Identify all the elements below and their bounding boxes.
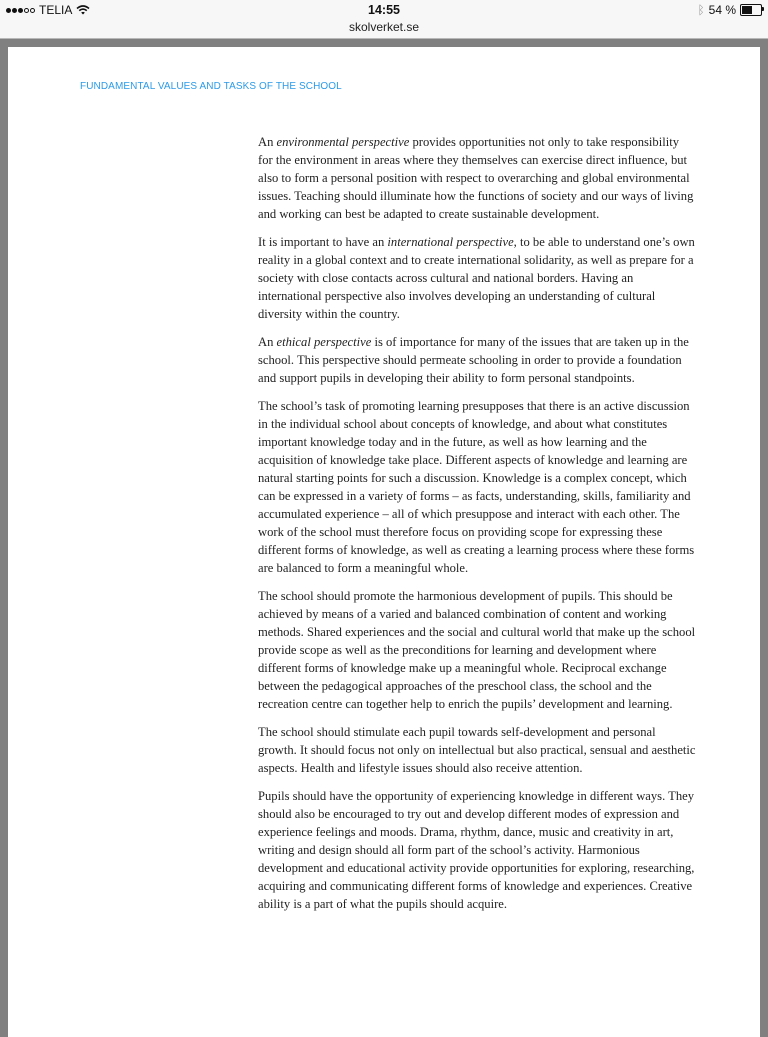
paragraph-learning-task: The school’s task of promoting learning presupposes that there is an active discussion in the individual school about concepts of knowledge, and about what constitutes important knowledge today and in the future, as well as how learning and the acquisition of knowledge take place. Different aspects of knowledge and learning are natural starting points for such a discussion. Knowledge is a complex concept, which can be expressed in a variety of forms – as facts, understanding, skills, familiarity and accumulated experience – all of which presuppose and interact with each other. The work of the school must therefore focus on providing scope for expressing these different forms of knowledge, as well as creating a learning process where these forms are balanced to form a meaningful whole.	[258, 399, 695, 575]
bluetooth-icon: ᛒ	[697, 3, 705, 17]
carrier-name: TELIA	[39, 3, 73, 17]
battery-percent: 54 %	[708, 3, 736, 17]
section-header: FUNDAMENTAL VALUES AND TASKS OF THE SCHOOL	[80, 81, 342, 92]
status-bar	[0, 0, 768, 39]
address-bar-url[interactable]: skolverket.se	[348, 20, 420, 34]
paragraph-self-development: The school should stimulate each pupil towards self-development and personal growth. It should focus not only on intellectual but also practical, sensual and aesthetic aspects. Health and lifestyle issues should also receive attention.	[258, 725, 696, 775]
paragraph-experiencing-knowledge: Pupils should have the opportunity of experiencing knowledge in different ways. They should also be encouraged to try out and develop different modes of expression and experience feelings and moods. Drama, rhythm, dance, music and creativity in art, writing and design should all form part of the school’s activity. Harmonious development and educational activity provide opportunities for exploring, researching, acquiring and communicating different forms of knowledge and experiences. Creative ability is a part of what the pupils should acquire.	[258, 789, 695, 911]
term-environmental-perspective: environmental perspective	[276, 135, 410, 149]
clock: 14:55	[368, 3, 400, 17]
document-page[interactable]	[8, 47, 760, 1037]
term-international-perspective: international perspective	[387, 235, 514, 249]
battery-level-fill	[742, 6, 752, 14]
battery-icon	[740, 4, 762, 16]
status-right-group	[697, 3, 762, 17]
paragraph-environmental-perspective: An environmental perspective provides opportunities not only to take responsibility for the environment in areas where they themselves can exercise direct influence, but also to form a personal position with respect to overarching and global environmental issues. Teaching should illuminate how the functions of society and our ways of living and working can best be adapted to create sustainable development.	[258, 135, 694, 221]
document-body	[258, 133, 696, 923]
term-ethical-perspective: ethical perspective	[276, 335, 372, 349]
paragraph-harmonious-development: The school should promote the harmonious development of pupils. This should be achieved by means of a varied and balanced combination of content and working methods. Shared experiences and the social and cultural world that make up the school provide scope as well as the preconditions for learning and development where different forms of knowledge make up a meaningful whole. Reciprocal exchange between the pedagogical approaches of the preschool class, the school and the recreation centre can together help to enrich the pupils’ development and learning.	[258, 589, 696, 711]
paragraph-ethical-perspective: An ethical perspective is of importance for many of the issues that are taken up in the school. This perspective should permeate schooling in order to provide a foundation and support pupils in developing their ability to form personal standpoints.	[258, 335, 689, 385]
paragraph-international-perspective: It is important to have an international perspective, to be able to understand one’s own reality in a global context and to create international solidarity, as well as prepare for a society with close contacts across cultural and national borders. Having an international perspective also involves developing an understanding of cultural diversity within the country.	[258, 235, 695, 321]
